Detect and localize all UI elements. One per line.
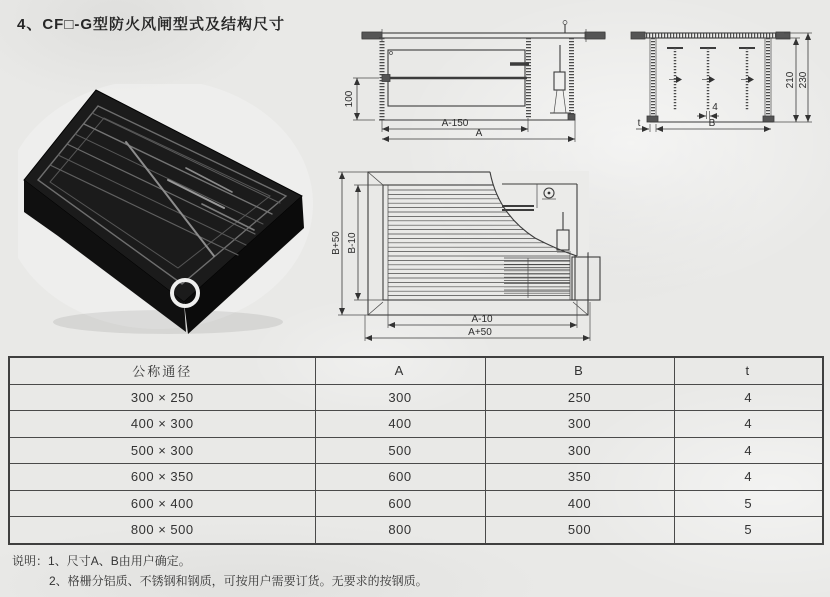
dim-label-a50: A+50 xyxy=(468,327,492,338)
table-row xyxy=(9,464,823,491)
page-title: 4、CF□-G型防火风闸型式及结构尺寸 xyxy=(17,16,286,33)
damper-blades xyxy=(667,48,755,111)
col-header-t: t xyxy=(674,357,823,384)
table-row xyxy=(9,517,823,544)
dim-label-b50: B+50 xyxy=(331,231,342,255)
cell-a: 400 xyxy=(315,411,485,438)
dim-label-4: 4 xyxy=(712,102,718,113)
dim-label-a: A xyxy=(475,128,483,139)
plan-view-drawing xyxy=(330,152,630,352)
footnote-text-1: 1、尺寸A、B由用户确定。 xyxy=(48,554,191,568)
cell-b: 300 xyxy=(485,411,674,438)
table-row xyxy=(9,411,823,438)
cell-t: 4 xyxy=(674,384,823,411)
front-section-geometry xyxy=(362,21,605,121)
cell-t: 5 xyxy=(674,490,823,517)
cell-nominal-size: 400 × 300 xyxy=(9,411,315,438)
cell-t: 4 xyxy=(674,437,823,464)
footnote-line-1 xyxy=(12,551,428,571)
dim-label-b10: B-10 xyxy=(347,232,358,254)
cell-nominal-size: 600 × 350 xyxy=(9,464,315,491)
footnote-text-2: 2、格栅分铝质、不锈钢和钢质，可按用户需要订货。无要求的按钢质。 xyxy=(49,574,428,588)
cell-a: 800 xyxy=(315,517,485,544)
footnote-line-2 xyxy=(49,571,428,591)
dim-label-210: 210 xyxy=(785,71,796,89)
dim-label-a150: A-150 xyxy=(441,118,469,129)
cell-nominal-size: 600 × 400 xyxy=(9,490,315,517)
dim-label-a10: A-10 xyxy=(471,314,493,325)
side-section-geometry xyxy=(631,32,790,122)
table-header-row xyxy=(9,357,823,384)
cell-a: 600 xyxy=(315,490,485,517)
product-photo xyxy=(18,84,318,336)
plan-view-geometry xyxy=(368,171,600,315)
side-section-dimensions xyxy=(636,33,812,132)
cell-t: 5 xyxy=(674,517,823,544)
cell-b: 250 xyxy=(485,384,674,411)
dim-label-b: B xyxy=(708,118,716,129)
table-row xyxy=(9,437,823,464)
front-section-drawing xyxy=(333,18,611,148)
side-section-drawing xyxy=(612,18,827,146)
cell-nominal-size: 500 × 300 xyxy=(9,437,315,464)
table-row xyxy=(9,384,823,411)
table-row xyxy=(9,490,823,517)
cell-b: 350 xyxy=(485,464,674,491)
front-section-dimensions xyxy=(344,78,575,142)
col-header-b: B xyxy=(485,357,674,384)
cell-nominal-size: 800 × 500 xyxy=(9,517,315,544)
cell-t: 4 xyxy=(674,464,823,491)
dim-label-100: 100 xyxy=(344,90,355,108)
cell-t: 4 xyxy=(674,411,823,438)
cell-b: 500 xyxy=(485,517,674,544)
cell-b: 400 xyxy=(485,490,674,517)
cell-b: 300 xyxy=(485,437,674,464)
dim-label-230: 230 xyxy=(798,71,809,89)
footnote-label: 说明： xyxy=(12,554,49,568)
cell-a: 600 xyxy=(315,464,485,491)
dim-label-t: t xyxy=(637,118,641,129)
cell-nominal-size: 300 × 250 xyxy=(9,384,315,411)
louver-lines-dense xyxy=(504,258,570,293)
footnotes xyxy=(12,551,428,591)
col-header-nominal-size: 公称通径 xyxy=(9,357,315,384)
cell-a: 500 xyxy=(315,437,485,464)
cell-a: 300 xyxy=(315,384,485,411)
col-header-a: A xyxy=(315,357,485,384)
dimension-table xyxy=(8,356,824,545)
